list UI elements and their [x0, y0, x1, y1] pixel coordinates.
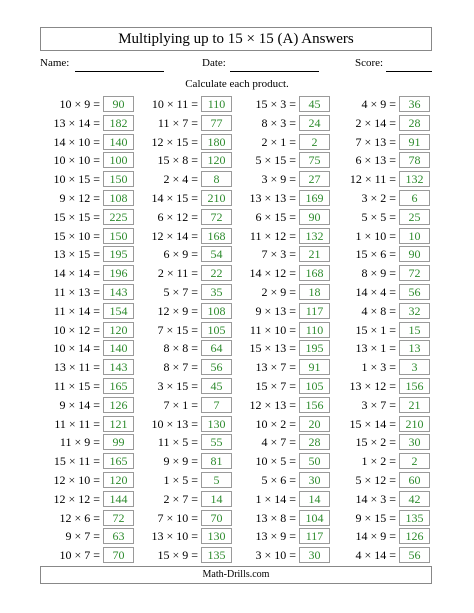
problem-question: 15 × 11 =: [53, 454, 100, 469]
problem-question: 9 × 15 =: [355, 510, 396, 525]
problem-question: 7 × 1 =: [163, 397, 198, 412]
problem-question: 11 × 11 =: [54, 416, 100, 431]
answer-box: 6: [399, 190, 430, 206]
answer-box: 99: [103, 434, 134, 450]
name-line[interactable]: [75, 71, 164, 72]
answer-box: 20: [299, 416, 330, 432]
problem-row: [0, 339, 474, 358]
problem-question: 1 × 10 =: [355, 228, 396, 243]
problem-row: [0, 227, 474, 246]
answer-box: 72: [399, 265, 430, 281]
answer-box: 25: [399, 209, 430, 225]
answer-box: 28: [399, 115, 430, 131]
problem-question: 15 × 2 =: [355, 435, 396, 450]
answer-box: 140: [103, 340, 134, 356]
problem-question: 15 × 13 =: [249, 341, 296, 356]
problem-question: 6 × 13 =: [355, 153, 396, 168]
answer-box: 13: [399, 340, 430, 356]
answer-box: 42: [399, 491, 430, 507]
problem-question: 13 × 12 =: [349, 379, 396, 393]
problem-question: 12 × 6 =: [59, 510, 100, 525]
answer-box: 30: [299, 472, 330, 488]
problem-row: [0, 358, 474, 377]
problem-item: [296, 189, 436, 208]
problem-question: 7 × 3 =: [261, 247, 296, 262]
problem-row: [0, 396, 474, 415]
problem-question: 8 × 8 =: [163, 341, 198, 356]
problem-question: 10 × 14 =: [53, 341, 100, 356]
problem-question: 4 × 7 =: [261, 435, 296, 450]
problem-question: 4 × 9 =: [361, 97, 396, 111]
answer-box: 21: [399, 397, 430, 413]
problem-item: [296, 283, 436, 302]
answer-box: 14: [201, 491, 232, 507]
problem-row: [0, 321, 474, 340]
problem-item: [296, 433, 436, 452]
problem-item: [296, 151, 436, 170]
problem-question: 3 × 10 =: [255, 548, 296, 563]
problem-question: 11 × 13 =: [53, 285, 100, 299]
answer-box: 91: [299, 359, 330, 375]
answer-box: 28: [299, 434, 330, 450]
problem-question: 1 × 2 =: [361, 454, 396, 469]
problem-row: [0, 95, 474, 114]
score-label: Score:: [355, 57, 384, 69]
problem-question: 2 × 4 =: [163, 172, 198, 187]
problem-row: [0, 527, 474, 546]
answer-box: 210: [399, 416, 430, 432]
problem-question: 9 × 13 =: [255, 303, 296, 318]
problem-question: 7 × 10 =: [157, 510, 198, 525]
date-line[interactable]: [230, 71, 319, 72]
problem-question: 15 × 15 =: [53, 209, 100, 224]
answer-box: 143: [103, 284, 134, 300]
answer-box: 56: [399, 547, 430, 563]
answer-box: 91: [399, 134, 430, 150]
problem-row: [0, 170, 474, 189]
problem-question: 10 × 10 =: [53, 153, 100, 168]
problem-question: 5 × 6 =: [261, 473, 296, 487]
answer-box: 140: [103, 134, 134, 150]
answer-box: 45: [299, 96, 330, 112]
answer-box: 154: [103, 303, 134, 319]
answer-box: 90: [399, 246, 430, 262]
problem-question: 15 × 1 =: [355, 322, 396, 337]
student-info-row: [40, 57, 434, 73]
problem-question: 3 × 2 =: [361, 191, 396, 205]
answer-box: 130: [201, 416, 232, 432]
problem-item: [296, 245, 436, 264]
problem-question: 8 × 7 =: [163, 360, 198, 375]
problem-question: 14 × 9 =: [355, 529, 396, 544]
answer-box: 15: [399, 322, 430, 338]
answer-box: 121: [103, 416, 134, 432]
problem-row: [0, 151, 474, 170]
answer-box: 210: [201, 190, 232, 206]
answer-box: 132: [299, 228, 330, 244]
answer-box: 135: [399, 510, 430, 526]
problem-question: 3 × 9 =: [261, 172, 296, 187]
answer-box: 10: [399, 228, 430, 244]
answer-box: 180: [201, 134, 232, 150]
problem-row: [0, 377, 474, 396]
problem-question: 13 × 13 =: [249, 191, 296, 205]
answer-box: 75: [299, 152, 330, 168]
answer-box: 132: [399, 171, 430, 187]
problem-item: [296, 208, 436, 227]
answer-box: 35: [201, 284, 232, 300]
answer-box: 225: [103, 209, 134, 225]
problem-row: [0, 302, 474, 321]
answer-box: 24: [299, 115, 330, 131]
answer-box: 90: [103, 96, 134, 112]
problem-question: 12 × 10 =: [53, 473, 100, 487]
problem-question: 9 × 9 =: [163, 454, 198, 469]
answer-box: 195: [103, 246, 134, 262]
problem-question: 14 × 4 =: [355, 285, 396, 299]
answer-box: 21: [299, 246, 330, 262]
problem-question: 6 × 9 =: [163, 247, 198, 262]
answer-box: 7: [201, 397, 232, 413]
problem-question: 9 × 7 =: [65, 529, 100, 544]
answer-box: 70: [201, 510, 232, 526]
problem-item: [296, 302, 436, 321]
problem-item: [296, 264, 436, 283]
problem-question: 14 × 12 =: [249, 266, 296, 281]
problem-row: [0, 208, 474, 227]
problem-question: 7 × 15 =: [157, 322, 198, 337]
answer-box: 18: [299, 284, 330, 300]
answer-box: 195: [299, 340, 330, 356]
name-label: Name:: [40, 57, 70, 69]
problem-item: [296, 339, 436, 358]
answer-box: 168: [299, 265, 330, 281]
problem-item: [296, 452, 436, 471]
answer-box: 54: [201, 246, 232, 262]
problem-row: [0, 433, 474, 452]
problem-row: [0, 471, 474, 490]
answer-box: 144: [103, 491, 134, 507]
problem-question: 2 × 1 =: [261, 134, 296, 149]
answer-box: 72: [103, 510, 134, 526]
answer-box: 30: [299, 547, 330, 563]
problem-question: 1 × 14 =: [255, 491, 296, 506]
answer-box: 63: [103, 528, 134, 544]
answer-box: 78: [399, 152, 430, 168]
problem-question: 13 × 1 =: [355, 341, 396, 356]
problem-question: 15 × 6 =: [355, 247, 396, 262]
problem-row: [0, 452, 474, 471]
problem-question: 10 × 15 =: [53, 172, 100, 187]
problem-question: 13 × 9 =: [255, 529, 296, 544]
answer-box: 60: [399, 472, 430, 488]
problem-row: [0, 245, 474, 264]
problem-question: 13 × 8 =: [255, 510, 296, 525]
problem-item: [296, 490, 436, 509]
problem-question: 13 × 10 =: [151, 529, 198, 544]
problem-item: [296, 95, 436, 114]
answer-box: 150: [103, 171, 134, 187]
problem-question: 13 × 14 =: [53, 115, 100, 130]
problem-question: 9 × 14 =: [59, 397, 100, 412]
problem-question: 15 × 10 =: [53, 228, 100, 243]
answer-box: 81: [201, 453, 232, 469]
problem-question: 13 × 11 =: [53, 360, 100, 375]
problem-row: [0, 283, 474, 302]
problem-question: 1 × 3 =: [361, 360, 396, 375]
problem-row: [0, 189, 474, 208]
problem-question: 5 × 5 =: [361, 209, 396, 224]
problem-question: 12 × 15 =: [151, 134, 198, 149]
problem-question: 15 × 7 =: [255, 379, 296, 393]
problem-question: 9 × 12 =: [59, 191, 100, 205]
problem-question: 11 × 7 =: [157, 115, 198, 130]
problem-question: 3 × 15 =: [157, 379, 198, 393]
answer-box: 120: [103, 322, 134, 338]
answer-box: 56: [201, 359, 232, 375]
answer-box: 120: [201, 152, 232, 168]
answer-box: 90: [299, 209, 330, 225]
answer-box: 108: [201, 303, 232, 319]
answer-box: 5: [201, 472, 232, 488]
problem-question: 1 × 5 =: [163, 473, 198, 487]
problem-question: 13 × 15 =: [53, 247, 100, 262]
problem-question: 10 × 13 =: [151, 416, 198, 431]
answer-box: 150: [103, 228, 134, 244]
answer-box: 110: [201, 96, 232, 112]
problem-question: 2 × 7 =: [163, 491, 198, 506]
answer-box: 22: [201, 265, 232, 281]
answer-box: 169: [299, 190, 330, 206]
answer-box: 56: [399, 284, 430, 300]
answer-box: 110: [299, 322, 330, 338]
problem-question: 15 × 3 =: [255, 97, 296, 111]
problem-row: [0, 114, 474, 133]
problem-question: 10 × 2 =: [255, 416, 296, 431]
problem-row: [0, 133, 474, 152]
answer-box: 72: [201, 209, 232, 225]
answer-box: 3: [399, 359, 430, 375]
answer-box: 27: [299, 171, 330, 187]
problem-question: 8 × 9 =: [361, 266, 396, 281]
problem-question: 6 × 12 =: [157, 209, 198, 224]
answer-box: 14: [299, 491, 330, 507]
answer-box: 2: [299, 134, 330, 150]
answer-box: 117: [299, 528, 330, 544]
problem-question: 14 × 14 =: [53, 266, 100, 281]
problem-question: 12 × 11 =: [349, 172, 396, 187]
problem-question: 13 × 7 =: [255, 360, 296, 375]
answer-box: 165: [103, 453, 134, 469]
problem-item: [296, 114, 436, 133]
problem-item: [296, 227, 436, 246]
problem-item: [296, 509, 436, 528]
problem-question: 5 × 7 =: [163, 285, 198, 299]
answer-box: 126: [103, 397, 134, 413]
answer-box: 168: [201, 228, 232, 244]
problem-row: [0, 509, 474, 528]
problem-question: 12 × 13 =: [249, 397, 296, 412]
problem-question: 12 × 12 =: [53, 491, 100, 506]
problem-question: 10 × 5 =: [255, 454, 296, 469]
problem-question: 8 × 3 =: [261, 115, 296, 130]
answer-box: 156: [399, 378, 430, 394]
problem-question: 4 × 8 =: [361, 303, 396, 318]
answer-box: 156: [299, 397, 330, 413]
answer-box: 77: [201, 115, 232, 131]
problem-item: [296, 546, 436, 565]
problem-item: [296, 321, 436, 340]
answer-box: 30: [399, 434, 430, 450]
problem-question: 12 × 14 =: [151, 228, 198, 243]
problem-question: 14 × 15 =: [151, 191, 198, 205]
problem-question: 15 × 8 =: [157, 153, 198, 168]
answer-box: 182: [103, 115, 134, 131]
answer-box: 104: [299, 510, 330, 526]
problem-row: [0, 264, 474, 283]
problem-item: [296, 377, 436, 396]
answer-box: 105: [201, 322, 232, 338]
problem-question: 15 × 9 =: [157, 548, 198, 563]
footer: Math-Drills.com: [40, 566, 432, 584]
answer-box: 165: [103, 378, 134, 394]
score-line[interactable]: [386, 71, 432, 72]
problem-question: 11 × 14 =: [53, 303, 100, 318]
problem-question: 11 × 12 =: [249, 228, 296, 243]
problem-row: [0, 490, 474, 509]
problem-question: 5 × 12 =: [355, 473, 396, 487]
problem-question: 4 × 14 =: [355, 548, 396, 563]
answer-box: 130: [201, 528, 232, 544]
problem-row: [0, 546, 474, 565]
answer-box: 100: [103, 152, 134, 168]
problem-item: [296, 170, 436, 189]
problem-question: 2 × 11 =: [157, 266, 198, 281]
problem-question: 2 × 14 =: [355, 115, 396, 130]
answer-box: 143: [103, 359, 134, 375]
answer-box: 45: [201, 378, 232, 394]
answer-box: 196: [103, 265, 134, 281]
problem-question: 2 × 9 =: [261, 285, 296, 299]
worksheet-title: Multiplying up to 15 × 15 (A) Answers: [40, 27, 432, 51]
problem-item: [296, 471, 436, 490]
problem-question: 11 × 15 =: [53, 379, 100, 393]
problem-row: [0, 415, 474, 434]
answer-box: 120: [103, 472, 134, 488]
problem-question: 10 × 9 =: [59, 97, 100, 111]
problem-question: 10 × 12 =: [53, 322, 100, 337]
problem-question: 11 × 9 =: [59, 435, 100, 450]
answer-box: 70: [103, 547, 134, 563]
problem-question: 14 × 10 =: [53, 134, 100, 149]
answer-box: 55: [201, 434, 232, 450]
problem-question: 14 × 3 =: [355, 491, 396, 506]
answer-box: 117: [299, 303, 330, 319]
problem-item: [296, 396, 436, 415]
problem-item: [296, 358, 436, 377]
answer-box: 2: [399, 453, 430, 469]
answer-box: 8: [201, 171, 232, 187]
answer-box: 135: [201, 547, 232, 563]
date-label: Date:: [202, 57, 226, 69]
problem-question: 3 × 7 =: [361, 397, 396, 412]
answer-box: 32: [399, 303, 430, 319]
problem-item: [296, 133, 436, 152]
problem-question: 7 × 13 =: [355, 134, 396, 149]
problem-question: 12 × 9 =: [157, 303, 198, 318]
answer-box: 108: [103, 190, 134, 206]
answer-box: 126: [399, 528, 430, 544]
problem-question: 15 × 14 =: [349, 416, 396, 431]
problem-question: 11 × 10 =: [249, 322, 296, 337]
problem-question: 5 × 15 =: [255, 153, 296, 168]
problem-question: 11 × 5 =: [157, 435, 198, 450]
problem-item: [296, 415, 436, 434]
problem-question: 10 × 7 =: [59, 548, 100, 563]
problem-question: 6 × 15 =: [255, 209, 296, 224]
instructions: Calculate each product.: [185, 78, 289, 90]
answer-box: 105: [299, 378, 330, 394]
problem-question: 10 × 11 =: [151, 97, 198, 111]
answer-box: 36: [399, 96, 430, 112]
problem-item: [296, 527, 436, 546]
answer-box: 50: [299, 453, 330, 469]
answer-box: 64: [201, 340, 232, 356]
